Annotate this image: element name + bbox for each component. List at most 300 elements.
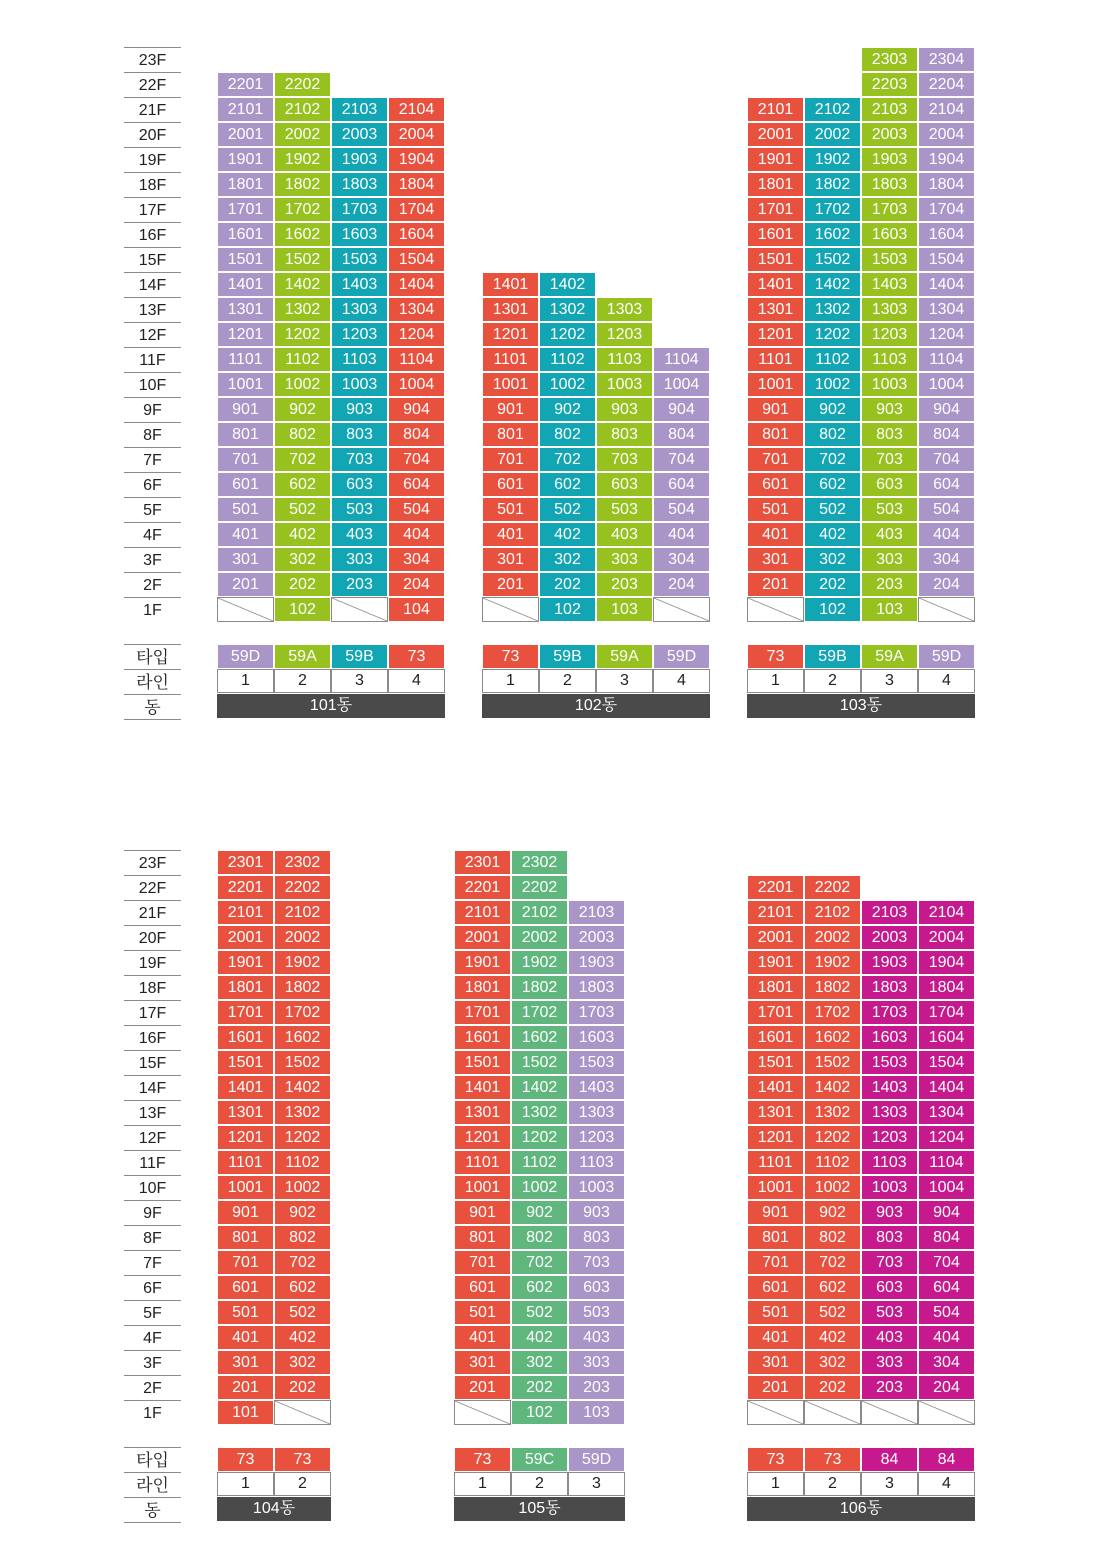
unit-cell[interactable]: 2104: [918, 900, 975, 925]
unit-cell[interactable]: 2101: [217, 900, 274, 925]
unit-cell[interactable]: 704: [918, 1250, 975, 1275]
unit-cell[interactable]: 2103: [861, 97, 918, 122]
unit-cell[interactable]: 1704: [918, 1000, 975, 1025]
unit-cell[interactable]: 1004: [653, 372, 710, 397]
unit-cell[interactable]: 1504: [918, 247, 975, 272]
unit-cell[interactable]: 302: [511, 1350, 568, 1375]
unit-cell[interactable]: 1901: [454, 950, 511, 975]
unit-cell[interactable]: 1001: [454, 1175, 511, 1200]
unit-cell[interactable]: 1003: [596, 372, 653, 397]
unit-cell[interactable]: 1501: [217, 1050, 274, 1075]
unit-cell[interactable]: 1104: [918, 347, 975, 372]
unit-cell[interactable]: 801: [454, 1225, 511, 1250]
unit-cell[interactable]: 1603: [861, 1025, 918, 1050]
unit-cell[interactable]: 301: [747, 547, 804, 572]
unit-cell[interactable]: 901: [482, 397, 539, 422]
unit-cell[interactable]: 801: [482, 422, 539, 447]
unit-cell[interactable]: 204: [918, 1375, 975, 1400]
unit-cell[interactable]: 2102: [804, 900, 861, 925]
unit-cell[interactable]: 602: [804, 1275, 861, 1300]
unit-cell[interactable]: 1103: [861, 347, 918, 372]
unit-cell[interactable]: 401: [217, 522, 274, 547]
unit-cell[interactable]: 801: [747, 422, 804, 447]
unit-cell[interactable]: 603: [568, 1275, 625, 1300]
unit-cell[interactable]: 2201: [454, 875, 511, 900]
unit-cell[interactable]: 202: [804, 1375, 861, 1400]
unit-cell[interactable]: 1702: [804, 1000, 861, 1025]
unit-cell[interactable]: 501: [482, 497, 539, 522]
unit-cell[interactable]: 1304: [918, 297, 975, 322]
unit-cell[interactable]: 1902: [511, 950, 568, 975]
unit-cell[interactable]: 1301: [482, 297, 539, 322]
unit-cell[interactable]: 1704: [918, 197, 975, 222]
unit-cell[interactable]: 601: [747, 472, 804, 497]
unit-cell[interactable]: 1004: [918, 1175, 975, 1200]
unit-cell[interactable]: 2103: [568, 900, 625, 925]
unit-cell[interactable]: 503: [861, 1300, 918, 1325]
unit-cell[interactable]: 202: [804, 572, 861, 597]
unit-cell[interactable]: 102: [274, 597, 331, 622]
unit-cell[interactable]: 1703: [861, 1000, 918, 1025]
unit-cell[interactable]: 504: [918, 497, 975, 522]
unit-cell[interactable]: 403: [331, 522, 388, 547]
unit-cell[interactable]: 1902: [274, 950, 331, 975]
unit-cell[interactable]: 1502: [804, 1050, 861, 1075]
unit-cell[interactable]: 1901: [747, 950, 804, 975]
unit-cell[interactable]: 1301: [747, 1100, 804, 1125]
unit-cell[interactable]: 902: [804, 1200, 861, 1225]
unit-cell[interactable]: 2003: [331, 122, 388, 147]
unit-cell[interactable]: 901: [217, 397, 274, 422]
unit-cell[interactable]: 202: [274, 572, 331, 597]
unit-cell[interactable]: 1403: [568, 1075, 625, 1100]
unit-cell[interactable]: 1401: [217, 1075, 274, 1100]
unit-cell[interactable]: 103: [596, 597, 653, 622]
unit-cell[interactable]: 102: [804, 597, 861, 622]
unit-cell[interactable]: 301: [454, 1350, 511, 1375]
unit-cell[interactable]: 602: [804, 472, 861, 497]
unit-cell[interactable]: 704: [653, 447, 710, 472]
unit-cell[interactable]: 1401: [747, 272, 804, 297]
unit-cell[interactable]: 401: [217, 1325, 274, 1350]
unit-cell[interactable]: 1203: [568, 1125, 625, 1150]
unit-cell[interactable]: 1501: [747, 247, 804, 272]
unit-cell[interactable]: 704: [388, 447, 445, 472]
unit-cell[interactable]: 304: [918, 547, 975, 572]
unit-cell[interactable]: 402: [274, 522, 331, 547]
unit-cell[interactable]: 1802: [511, 975, 568, 1000]
unit-cell[interactable]: 1401: [217, 272, 274, 297]
unit-cell[interactable]: 1603: [861, 222, 918, 247]
unit-cell[interactable]: 1103: [568, 1150, 625, 1175]
unit-cell[interactable]: 703: [568, 1250, 625, 1275]
unit-cell[interactable]: 2003: [568, 925, 625, 950]
unit-cell[interactable]: 1201: [747, 322, 804, 347]
unit-cell[interactable]: 1602: [274, 222, 331, 247]
unit-cell[interactable]: 404: [653, 522, 710, 547]
unit-cell[interactable]: 1604: [388, 222, 445, 247]
unit-cell[interactable]: 402: [511, 1325, 568, 1350]
unit-cell[interactable]: 303: [861, 547, 918, 572]
unit-cell[interactable]: 403: [861, 522, 918, 547]
unit-cell[interactable]: 1601: [454, 1025, 511, 1050]
unit-cell[interactable]: 1604: [918, 1025, 975, 1050]
unit-cell[interactable]: 1002: [539, 372, 596, 397]
unit-cell[interactable]: 1602: [804, 222, 861, 247]
unit-cell[interactable]: 1004: [388, 372, 445, 397]
unit-cell[interactable]: 802: [274, 1225, 331, 1250]
unit-cell[interactable]: 802: [804, 422, 861, 447]
unit-cell[interactable]: 702: [804, 1250, 861, 1275]
unit-cell[interactable]: 1702: [274, 1000, 331, 1025]
unit-cell[interactable]: 802: [274, 422, 331, 447]
unit-cell[interactable]: 1101: [747, 347, 804, 372]
unit-cell[interactable]: 1201: [217, 1125, 274, 1150]
unit-cell[interactable]: 903: [861, 397, 918, 422]
unit-cell[interactable]: 803: [861, 1225, 918, 1250]
unit-cell[interactable]: 501: [454, 1300, 511, 1325]
unit-cell[interactable]: 201: [747, 1375, 804, 1400]
unit-cell[interactable]: 1202: [274, 322, 331, 347]
unit-cell[interactable]: 302: [274, 547, 331, 572]
unit-cell[interactable]: 2101: [217, 97, 274, 122]
unit-cell[interactable]: 603: [861, 1275, 918, 1300]
unit-cell[interactable]: 1102: [804, 1150, 861, 1175]
unit-cell[interactable]: 1602: [511, 1025, 568, 1050]
unit-cell[interactable]: 503: [331, 497, 388, 522]
unit-cell[interactable]: 203: [861, 572, 918, 597]
unit-cell[interactable]: 2201: [217, 875, 274, 900]
unit-cell[interactable]: 201: [217, 572, 274, 597]
unit-cell[interactable]: 2101: [454, 900, 511, 925]
unit-cell[interactable]: 1503: [861, 247, 918, 272]
unit-cell[interactable]: 1403: [861, 272, 918, 297]
unit-cell[interactable]: 203: [596, 572, 653, 597]
unit-cell[interactable]: 1901: [747, 147, 804, 172]
unit-cell[interactable]: 303: [596, 547, 653, 572]
unit-cell[interactable]: 301: [217, 547, 274, 572]
unit-cell[interactable]: 602: [511, 1275, 568, 1300]
unit-cell[interactable]: 1801: [747, 975, 804, 1000]
unit-cell[interactable]: 503: [596, 497, 653, 522]
unit-cell[interactable]: 1001: [747, 1175, 804, 1200]
unit-cell[interactable]: 404: [918, 1325, 975, 1350]
unit-cell[interactable]: 401: [747, 522, 804, 547]
unit-cell[interactable]: 1403: [861, 1075, 918, 1100]
unit-cell[interactable]: 1101: [454, 1150, 511, 1175]
unit-cell[interactable]: 1303: [596, 297, 653, 322]
unit-cell[interactable]: 2004: [918, 925, 975, 950]
unit-cell[interactable]: 502: [804, 497, 861, 522]
unit-cell[interactable]: 303: [568, 1350, 625, 1375]
unit-cell[interactable]: 902: [511, 1200, 568, 1225]
unit-cell[interactable]: 702: [539, 447, 596, 472]
unit-cell[interactable]: 802: [804, 1225, 861, 1250]
unit-cell[interactable]: 1503: [331, 247, 388, 272]
unit-cell[interactable]: 1603: [568, 1025, 625, 1050]
unit-cell[interactable]: 1003: [861, 1175, 918, 1200]
unit-cell[interactable]: 1104: [653, 347, 710, 372]
unit-cell[interactable]: 1104: [388, 347, 445, 372]
unit-cell[interactable]: 1203: [331, 322, 388, 347]
unit-cell[interactable]: 802: [511, 1225, 568, 1250]
unit-cell[interactable]: 802: [539, 422, 596, 447]
unit-cell[interactable]: 204: [388, 572, 445, 597]
unit-cell[interactable]: 902: [539, 397, 596, 422]
unit-cell[interactable]: 302: [274, 1350, 331, 1375]
unit-cell[interactable]: 702: [274, 1250, 331, 1275]
unit-cell[interactable]: 1602: [274, 1025, 331, 1050]
unit-cell[interactable]: 1601: [217, 1025, 274, 1050]
unit-cell[interactable]: 604: [918, 472, 975, 497]
unit-cell[interactable]: 1701: [747, 197, 804, 222]
unit-cell[interactable]: 1102: [804, 347, 861, 372]
unit-cell[interactable]: 1602: [804, 1025, 861, 1050]
unit-cell[interactable]: 904: [918, 1200, 975, 1225]
unit-cell[interactable]: 504: [653, 497, 710, 522]
unit-cell[interactable]: 2103: [861, 900, 918, 925]
unit-cell[interactable]: 1002: [274, 372, 331, 397]
unit-cell[interactable]: 1301: [217, 297, 274, 322]
unit-cell[interactable]: 2102: [274, 900, 331, 925]
unit-cell[interactable]: 1703: [331, 197, 388, 222]
unit-cell[interactable]: 1101: [482, 347, 539, 372]
unit-cell[interactable]: 502: [539, 497, 596, 522]
unit-cell[interactable]: 1204: [918, 1125, 975, 1150]
unit-cell[interactable]: 2202: [511, 875, 568, 900]
unit-cell[interactable]: 1502: [274, 247, 331, 272]
unit-cell[interactable]: 303: [861, 1350, 918, 1375]
unit-cell[interactable]: 2304: [918, 47, 975, 72]
unit-cell[interactable]: 1404: [388, 272, 445, 297]
unit-cell[interactable]: 503: [861, 497, 918, 522]
unit-cell[interactable]: 1903: [861, 147, 918, 172]
unit-cell[interactable]: 1203: [861, 322, 918, 347]
unit-cell[interactable]: 1503: [568, 1050, 625, 1075]
unit-cell[interactable]: 2301: [217, 850, 274, 875]
unit-cell[interactable]: 804: [388, 422, 445, 447]
unit-cell[interactable]: 402: [274, 1325, 331, 1350]
unit-cell[interactable]: 304: [653, 547, 710, 572]
unit-cell[interactable]: 401: [454, 1325, 511, 1350]
unit-cell[interactable]: 2102: [274, 97, 331, 122]
unit-cell[interactable]: 1304: [388, 297, 445, 322]
unit-cell[interactable]: 804: [918, 1225, 975, 1250]
unit-cell[interactable]: 701: [217, 447, 274, 472]
unit-cell[interactable]: 1803: [861, 172, 918, 197]
unit-cell[interactable]: 2001: [747, 925, 804, 950]
unit-cell[interactable]: 2003: [861, 925, 918, 950]
unit-cell[interactable]: 2101: [747, 900, 804, 925]
unit-cell[interactable]: 1701: [217, 1000, 274, 1025]
unit-cell[interactable]: 1502: [274, 1050, 331, 1075]
unit-cell[interactable]: 104: [388, 597, 445, 622]
unit-cell[interactable]: 901: [747, 1200, 804, 1225]
unit-cell[interactable]: 1202: [539, 322, 596, 347]
unit-cell[interactable]: 1203: [861, 1125, 918, 1150]
unit-cell[interactable]: 701: [454, 1250, 511, 1275]
unit-cell[interactable]: 501: [747, 1300, 804, 1325]
unit-cell[interactable]: 504: [918, 1300, 975, 1325]
unit-cell[interactable]: 2002: [274, 122, 331, 147]
unit-cell[interactable]: 1904: [918, 147, 975, 172]
unit-cell[interactable]: 1402: [274, 272, 331, 297]
unit-cell[interactable]: 1601: [217, 222, 274, 247]
unit-cell[interactable]: 2003: [861, 122, 918, 147]
unit-cell[interactable]: 1703: [568, 1000, 625, 1025]
unit-cell[interactable]: 1001: [217, 1175, 274, 1200]
unit-cell[interactable]: 804: [653, 422, 710, 447]
unit-cell[interactable]: 1303: [331, 297, 388, 322]
unit-cell[interactable]: 504: [388, 497, 445, 522]
unit-cell[interactable]: 1801: [217, 172, 274, 197]
unit-cell[interactable]: 602: [539, 472, 596, 497]
unit-cell[interactable]: 1502: [511, 1050, 568, 1075]
unit-cell[interactable]: 803: [596, 422, 653, 447]
unit-cell[interactable]: 2004: [918, 122, 975, 147]
unit-cell[interactable]: 701: [747, 447, 804, 472]
unit-cell[interactable]: 702: [274, 447, 331, 472]
unit-cell[interactable]: 2102: [804, 97, 861, 122]
unit-cell[interactable]: 1701: [747, 1000, 804, 1025]
unit-cell[interactable]: 402: [539, 522, 596, 547]
unit-cell[interactable]: 2204: [918, 72, 975, 97]
unit-cell[interactable]: 1402: [804, 1075, 861, 1100]
unit-cell[interactable]: 1803: [331, 172, 388, 197]
unit-cell[interactable]: 501: [747, 497, 804, 522]
unit-cell[interactable]: 1702: [511, 1000, 568, 1025]
unit-cell[interactable]: 2001: [747, 122, 804, 147]
unit-cell[interactable]: 301: [217, 1350, 274, 1375]
unit-cell[interactable]: 1503: [861, 1050, 918, 1075]
unit-cell[interactable]: 404: [918, 522, 975, 547]
unit-cell[interactable]: 1003: [331, 372, 388, 397]
unit-cell[interactable]: 1701: [217, 197, 274, 222]
unit-cell[interactable]: 1604: [918, 222, 975, 247]
unit-cell[interactable]: 1704: [388, 197, 445, 222]
unit-cell[interactable]: 301: [482, 547, 539, 572]
unit-cell[interactable]: 1001: [747, 372, 804, 397]
unit-cell[interactable]: 1801: [454, 975, 511, 1000]
unit-cell[interactable]: 901: [747, 397, 804, 422]
unit-cell[interactable]: 903: [861, 1200, 918, 1225]
unit-cell[interactable]: 1302: [539, 297, 596, 322]
unit-cell[interactable]: 1402: [511, 1075, 568, 1100]
unit-cell[interactable]: 1201: [747, 1125, 804, 1150]
unit-cell[interactable]: 1302: [804, 297, 861, 322]
unit-cell[interactable]: 502: [274, 1300, 331, 1325]
unit-cell[interactable]: 1101: [217, 347, 274, 372]
unit-cell[interactable]: 1101: [217, 1150, 274, 1175]
unit-cell[interactable]: 1902: [274, 147, 331, 172]
unit-cell[interactable]: 1703: [861, 197, 918, 222]
unit-cell[interactable]: 1103: [861, 1150, 918, 1175]
unit-cell[interactable]: 1103: [331, 347, 388, 372]
unit-cell[interactable]: 901: [454, 1200, 511, 1225]
unit-cell[interactable]: 1902: [804, 147, 861, 172]
unit-cell[interactable]: 1201: [217, 322, 274, 347]
unit-cell[interactable]: 202: [539, 572, 596, 597]
unit-cell[interactable]: 1402: [539, 272, 596, 297]
unit-cell[interactable]: 2303: [861, 47, 918, 72]
unit-cell[interactable]: 1501: [217, 247, 274, 272]
unit-cell[interactable]: 1301: [454, 1100, 511, 1125]
unit-cell[interactable]: 701: [482, 447, 539, 472]
unit-cell[interactable]: 604: [918, 1275, 975, 1300]
unit-cell[interactable]: 701: [747, 1250, 804, 1275]
unit-cell[interactable]: 1803: [568, 975, 625, 1000]
unit-cell[interactable]: 704: [918, 447, 975, 472]
unit-cell[interactable]: 403: [568, 1325, 625, 1350]
unit-cell[interactable]: 902: [804, 397, 861, 422]
unit-cell[interactable]: 1802: [804, 172, 861, 197]
unit-cell[interactable]: 1203: [596, 322, 653, 347]
unit-cell[interactable]: 1701: [454, 1000, 511, 1025]
unit-cell[interactable]: 1302: [274, 297, 331, 322]
unit-cell[interactable]: 904: [388, 397, 445, 422]
unit-cell[interactable]: 1903: [331, 147, 388, 172]
unit-cell[interactable]: 1901: [217, 147, 274, 172]
unit-cell[interactable]: 502: [511, 1300, 568, 1325]
unit-cell[interactable]: 1501: [747, 1050, 804, 1075]
unit-cell[interactable]: 803: [861, 422, 918, 447]
unit-cell[interactable]: 2001: [217, 122, 274, 147]
unit-cell[interactable]: 1601: [747, 222, 804, 247]
unit-cell[interactable]: 2302: [274, 850, 331, 875]
unit-cell[interactable]: 601: [482, 472, 539, 497]
unit-cell[interactable]: 1201: [482, 322, 539, 347]
unit-cell[interactable]: 303: [331, 547, 388, 572]
unit-cell[interactable]: 2104: [918, 97, 975, 122]
unit-cell[interactable]: 1804: [388, 172, 445, 197]
unit-cell[interactable]: 1401: [747, 1075, 804, 1100]
unit-cell[interactable]: 1402: [274, 1075, 331, 1100]
unit-cell[interactable]: 404: [388, 522, 445, 547]
unit-cell[interactable]: 603: [331, 472, 388, 497]
unit-cell[interactable]: 101: [217, 1400, 274, 1425]
unit-cell[interactable]: 1502: [804, 247, 861, 272]
unit-cell[interactable]: 603: [596, 472, 653, 497]
unit-cell[interactable]: 1204: [388, 322, 445, 347]
unit-cell[interactable]: 701: [217, 1250, 274, 1275]
unit-cell[interactable]: 204: [918, 572, 975, 597]
unit-cell[interactable]: 102: [511, 1400, 568, 1425]
unit-cell[interactable]: 604: [388, 472, 445, 497]
unit-cell[interactable]: 904: [918, 397, 975, 422]
unit-cell[interactable]: 901: [217, 1200, 274, 1225]
unit-cell[interactable]: 2203: [861, 72, 918, 97]
unit-cell[interactable]: 803: [331, 422, 388, 447]
unit-cell[interactable]: 2202: [274, 72, 331, 97]
unit-cell[interactable]: 2202: [804, 875, 861, 900]
unit-cell[interactable]: 801: [747, 1225, 804, 1250]
unit-cell[interactable]: 401: [482, 522, 539, 547]
unit-cell[interactable]: 202: [274, 1375, 331, 1400]
unit-cell[interactable]: 1401: [454, 1075, 511, 1100]
unit-cell[interactable]: 702: [511, 1250, 568, 1275]
unit-cell[interactable]: 1302: [804, 1100, 861, 1125]
unit-cell[interactable]: 1801: [217, 975, 274, 1000]
unit-cell[interactable]: 201: [217, 1375, 274, 1400]
unit-cell[interactable]: 401: [747, 1325, 804, 1350]
unit-cell[interactable]: 203: [331, 572, 388, 597]
unit-cell[interactable]: 1002: [804, 372, 861, 397]
unit-cell[interactable]: 2201: [217, 72, 274, 97]
unit-cell[interactable]: 103: [568, 1400, 625, 1425]
unit-cell[interactable]: 1003: [861, 372, 918, 397]
unit-cell[interactable]: 1903: [861, 950, 918, 975]
unit-cell[interactable]: 1702: [274, 197, 331, 222]
